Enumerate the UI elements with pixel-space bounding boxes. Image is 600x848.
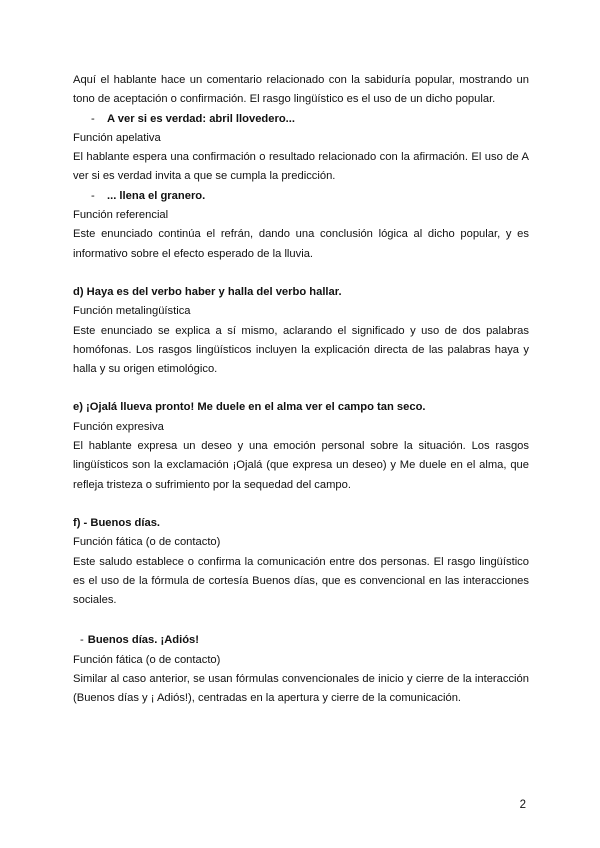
explanation-paragraph: Este saludo establece o confirma la comunicación entre dos personas. El rasgo lingüístico es el uso de la fórmula de cortesía Buenos días, que es convencional en las interacciones sociales. (73, 555, 529, 607)
explanation-paragraph: El hablante expresa un deseo y una emoción personal sobre la situación. Los rasgos lingüísticos son la exclamación ¡Ojalá (que expresa un deseo) y Me duele en el alma, que refleja tristeza o sufrimiento por la sequedad del campo. (73, 440, 529, 491)
heading-dash: - (80, 634, 84, 647)
explanation-paragraph: Similar al caso anterior, se usan fórmulas convencionales de inicio y cierre de la interacción (Buenos días y ¡ Adiós!), centradas en la apertura y cierre de la comunicación. (73, 673, 529, 705)
explanation-paragraph: Este enunciado se explica a sí mismo, aclarando el significado y uso de dos palabras homófonas. Los rasgos lingüísticos incluyen la explicación directa de las palabras haya y halla y su origen etimológico. (73, 324, 529, 376)
bullet-text: ... llena el granero. (107, 189, 206, 202)
section-heading-d: d) Haya es del verbo haber y halla del verbo hallar. (73, 285, 342, 298)
function-label: Función expresiva (73, 420, 164, 433)
bullet-dash: - (91, 189, 95, 202)
function-label: Función fática (o de contacto) (73, 536, 221, 549)
bullet-item (73, 187, 529, 206)
section-heading-f: f) - Buenos días. (73, 516, 161, 529)
page-number: 2 (519, 799, 526, 811)
explanation-paragraph: Este enunciado continúa el refrán, dando una conclusión lógica al dicho popular, y es informativo sobre el efecto esperado de la lluvia. (73, 228, 529, 260)
section-heading-e: e) ¡Ojalá llueva pronto! Me duele en el alma ver el campo tan seco. (73, 401, 426, 414)
section-heading-g (73, 631, 529, 650)
function-label: Función fática (o de contacto) (73, 653, 221, 666)
intro-paragraph: Aquí el hablante hace un comentario relacionado con la sabiduría popular, mostrando un tono de aceptación o confirmación. El rasgo lingüístico es el uso de un dicho popular. (73, 74, 529, 106)
bullet-dash: - (91, 112, 95, 125)
heading-text: Buenos días. ¡Adiós! (87, 634, 199, 647)
function-label: Función referencial (73, 209, 169, 222)
function-label: Función apelativa (73, 131, 161, 144)
explanation-paragraph: El hablante espera una confirmación o resultado relacionado con la afirmación. El uso de A ver si es verdad invita a que se cumpla la predicción. (73, 151, 529, 183)
function-label: Función metalingüística (73, 305, 191, 318)
page-content (73, 71, 529, 709)
bullet-text: A ver si es verdad: abril llovedero... (107, 112, 295, 125)
bullet-item (73, 110, 529, 129)
